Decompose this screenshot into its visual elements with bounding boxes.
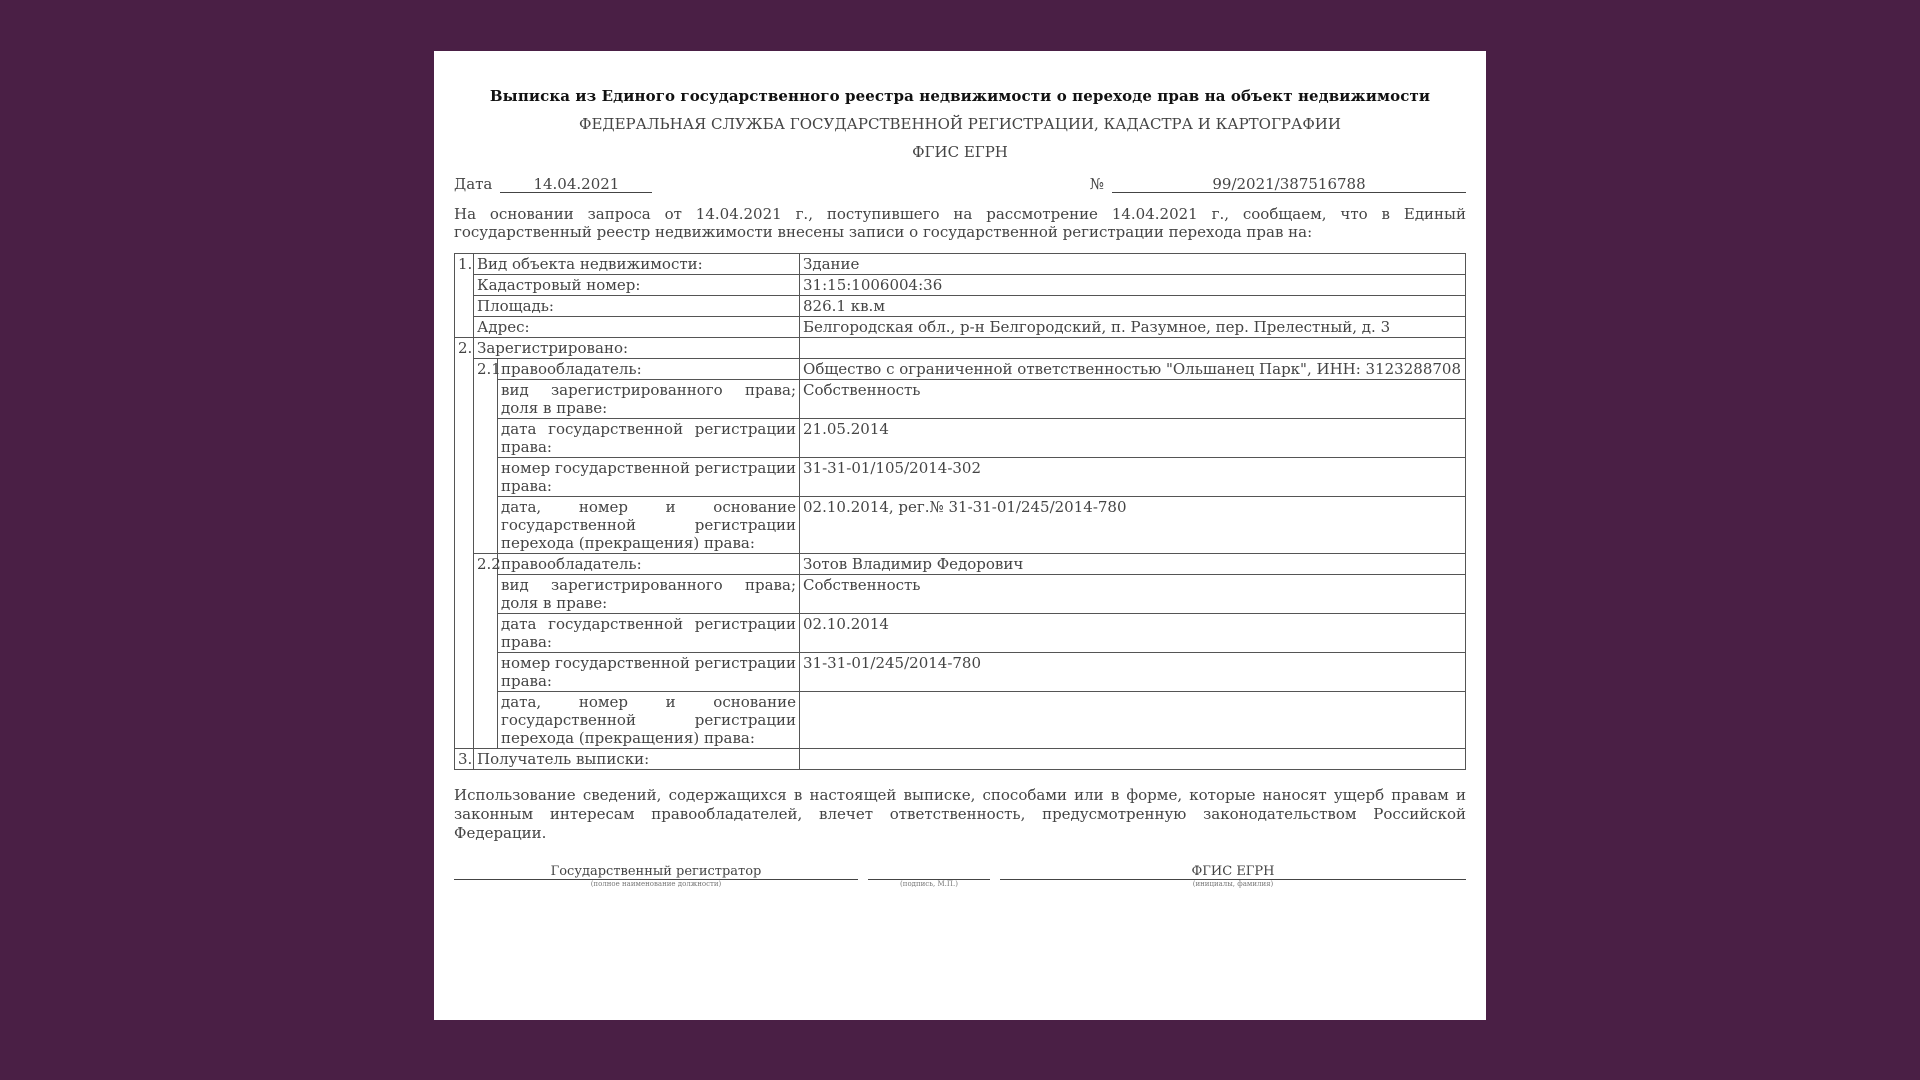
row-label: правообладатель: [498, 554, 800, 575]
table-row [455, 614, 1466, 653]
number-field [1090, 175, 1466, 193]
table-row [455, 554, 1466, 575]
row-label: дата, номер и основание государственной регистрации перехода (прекращения) права: [498, 692, 800, 749]
row-value: 02.10.2014 [800, 614, 1466, 653]
table-row [455, 653, 1466, 692]
section-number: 2. [455, 338, 474, 749]
row-label: дата, номер и основание государственной регистрации перехода (прекращения) права: [498, 497, 800, 554]
signature-sign [868, 865, 990, 889]
table-row [455, 380, 1466, 419]
section-number: 1. [455, 254, 474, 338]
table-row [455, 749, 1466, 770]
date-value: 14.04.2021 [500, 176, 652, 193]
signature-position [454, 865, 858, 889]
signature-name [1000, 865, 1466, 889]
signature-name-value: ФГИС ЕГРН [1000, 865, 1466, 880]
date-label: Дата [454, 175, 493, 193]
row-label: Кадастровый номер: [474, 275, 800, 296]
row-value: 31-31-01/245/2014-780 [800, 653, 1466, 692]
row-label: номер государственной регистрации права: [498, 458, 800, 497]
row-label: Вид объекта недвижимости: [474, 254, 800, 275]
row-label: правообладатель: [498, 359, 800, 380]
number-label: № [1089, 175, 1104, 193]
row-value: Собственность [800, 380, 1466, 419]
row-label: Площадь: [474, 296, 800, 317]
table-row [455, 296, 1466, 317]
table-row [455, 692, 1466, 749]
signature-name-caption: (инициалы, фамилия) [1192, 880, 1274, 888]
row-value [800, 692, 1466, 749]
row-label: номер государственной регистрации права: [498, 653, 800, 692]
signature-position-value: Государственный регистратор [454, 865, 858, 880]
row-value [800, 749, 1466, 770]
table-row [455, 458, 1466, 497]
signature-position-caption: (полное наименование должности) [590, 880, 722, 888]
legal-notice: Использование сведений, содержащихся в настоящей выписке, способами или в форме, которые наносят ущерб правам и законным интересам правообладателей, влечет ответственность, предусмотренную законодательством Российской Федерации. [454, 786, 1466, 842]
row-value: Зотов Владимир Федорович [800, 554, 1466, 575]
system-name: ФГИС ЕГРН [912, 143, 1008, 161]
row-value: 31-31-01/105/2014-302 [800, 458, 1466, 497]
row-label: Получатель выписки: [474, 749, 800, 770]
date-field [454, 175, 652, 193]
row-label: вид зарегистрированного права; доля в праве: [498, 380, 800, 419]
row-value: 21.05.2014 [800, 419, 1466, 458]
row-label: дата государственной регистрации права: [498, 614, 800, 653]
holder-number: 2.1 [474, 359, 498, 554]
signature-sign-caption: (подпись, М.П.) [900, 880, 958, 888]
row-value: Здание [800, 254, 1466, 275]
row-value: Белгородская обл., р-н Белгородский, п. Разумное, пер. Прелестный, д. 3 [800, 317, 1466, 338]
row-value: 826.1 кв.м [800, 296, 1466, 317]
table-row [455, 275, 1466, 296]
row-value: 02.10.2014, рег.№ 31-31-01/245/2014-780 [800, 497, 1466, 554]
table-row [455, 359, 1466, 380]
document-meta [454, 175, 1466, 193]
signature-area [454, 865, 1466, 889]
row-label: дата государственной регистрации права: [498, 419, 800, 458]
rights-table [454, 253, 1466, 770]
row-label: Зарегистрировано: [474, 338, 800, 359]
row-label: Адрес: [474, 317, 800, 338]
intro-text: На основании запроса от 14.04.2021 г., поступившего на рассмотрение 14.04.2021 г., сообщаем, что в Единый государственный реестр недвижимости внесены записи о государственной регистрации перехода прав на: [454, 205, 1466, 241]
row-label: вид зарегистрированного права; доля в праве: [498, 575, 800, 614]
document-page [434, 51, 1486, 1020]
agency-name: ФЕДЕРАЛЬНАЯ СЛУЖБА ГОСУДАРСТВЕННОЙ РЕГИСТРАЦИИ, КАДАСТРА И КАРТОГРАФИИ [579, 115, 1341, 133]
table-row [455, 575, 1466, 614]
table-row [455, 497, 1466, 554]
row-value: Собственность [800, 575, 1466, 614]
row-value: Общество с ограниченной ответственностью "Ольшанец Парк", ИНН: 3123288708 [800, 359, 1466, 380]
table-row [455, 254, 1466, 275]
row-value: 31:15:1006004:36 [800, 275, 1466, 296]
signature-sign-value [868, 865, 990, 880]
section-number: 3. [455, 749, 474, 770]
row-value [800, 338, 1466, 359]
number-value: 99/2021/387516788 [1112, 176, 1466, 193]
table-row [455, 317, 1466, 338]
table-row [455, 419, 1466, 458]
document-title: Выписка из Единого государственного реестра недвижимости о переходе прав на объект недвижимости [489, 87, 1431, 105]
table-row [455, 338, 1466, 359]
holder-number: 2.2 [474, 554, 498, 749]
